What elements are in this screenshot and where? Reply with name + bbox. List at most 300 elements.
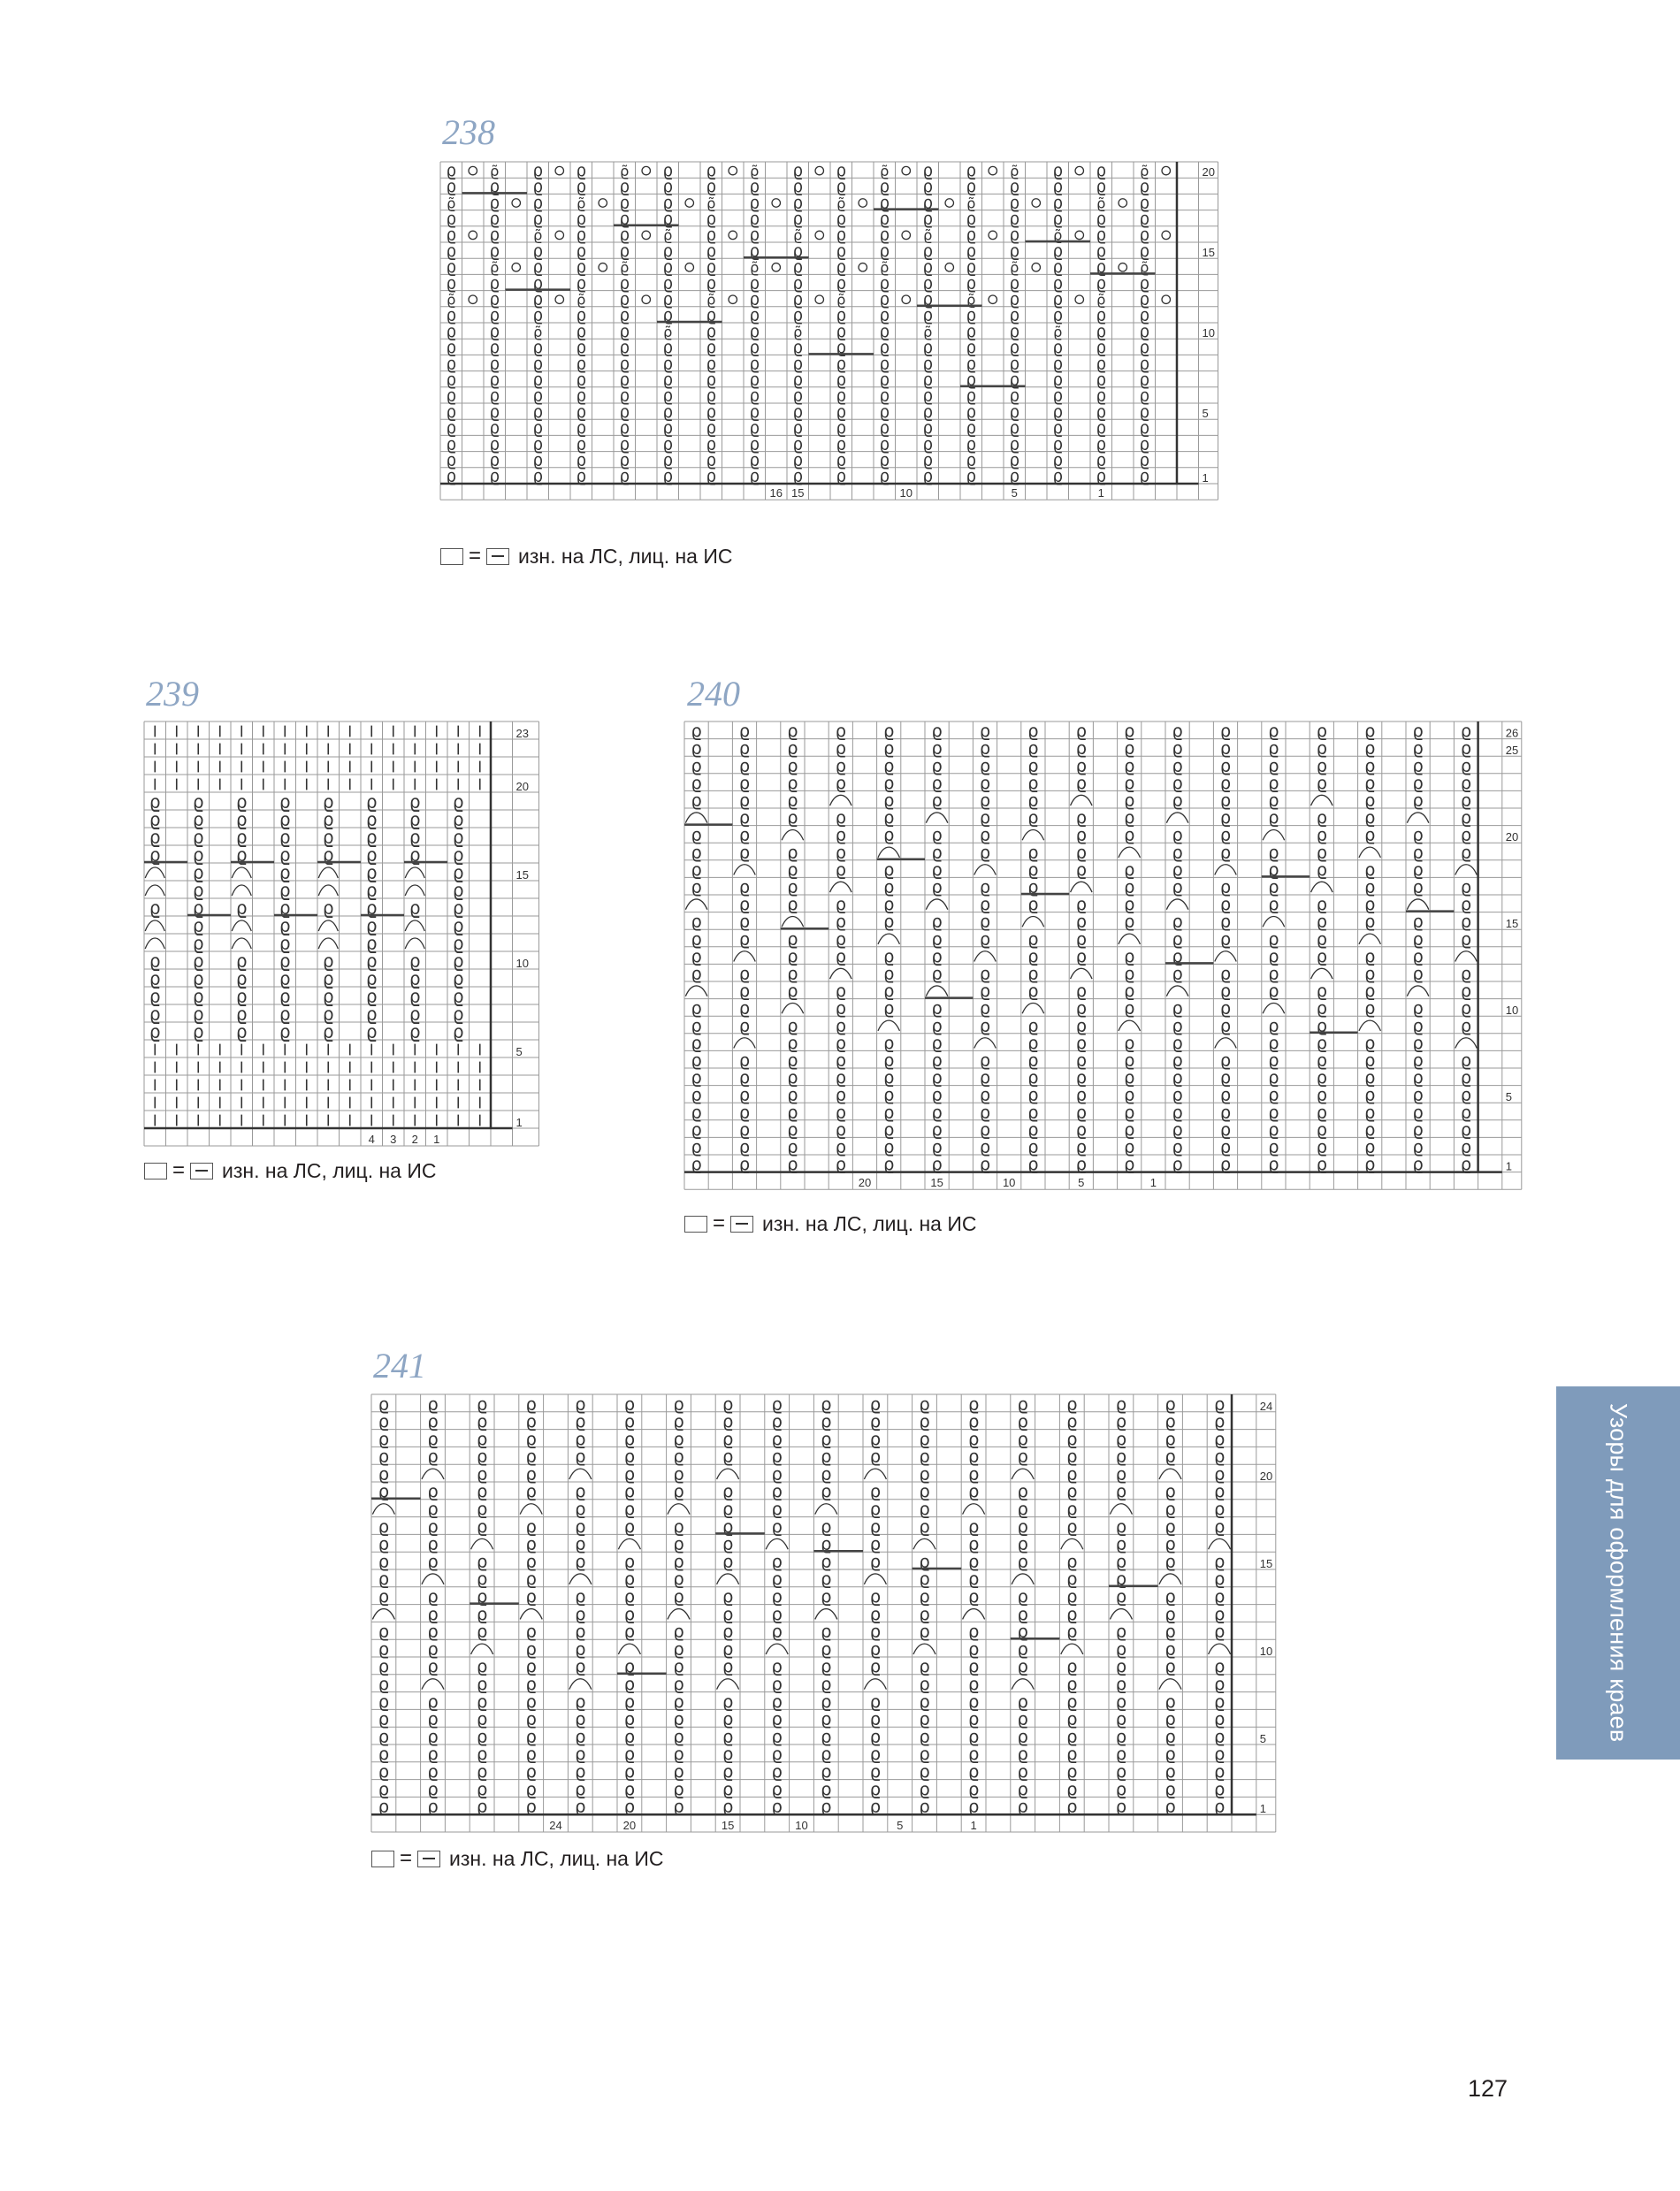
twisted-knit-icon: ϱ [919, 1463, 930, 1485]
twisted-knit-icon: ϱ [1172, 1102, 1183, 1123]
twisted-knit-icon: ϱ [1460, 721, 1472, 742]
legend-text: изн. на ЛС, лиц. на ИС [222, 1158, 437, 1182]
twisted-knit-icon: ϱ [722, 1586, 734, 1607]
twisted-knit-icon: ϱ [476, 1551, 488, 1572]
twisted-knit-icon: ϱ [919, 1515, 930, 1537]
twisted-knit-icon: ϱ [967, 1533, 980, 1554]
row-label: 10 [1202, 326, 1215, 340]
twisted-knit-icon: ϱ [673, 1726, 684, 1747]
twisted-knit-icon: ϱ [966, 355, 977, 374]
twisted-knit-icon: ϱ [691, 790, 702, 811]
twisted-knit-icon: ϱ [931, 876, 943, 897]
twisted-knit-icon: ϱ [619, 435, 630, 454]
twisted-knit-icon: ϱ [1460, 1154, 1472, 1175]
twisted-knit-icon: ϱ [446, 355, 457, 374]
twisted-knit-icon: ϱ [525, 1551, 537, 1572]
twisted-knit-icon: ϱ [1412, 1136, 1424, 1157]
empty-square-icon [684, 1216, 707, 1233]
twisted-knit-icon: ϱ [446, 467, 457, 486]
twisted-knit-icon: ϱ [967, 1726, 980, 1747]
twisted-knit-icon: ϱ [1412, 859, 1424, 880]
equals-sign: = [469, 544, 482, 568]
twisted-knit-icon: ϱ [1017, 1533, 1028, 1554]
twisted-knit-icon: ϱ [525, 1708, 537, 1729]
twisted-knit-icon: ϱ [365, 1003, 378, 1025]
twisted-knit-icon: ϱ [1123, 737, 1135, 759]
twisted-knit-icon: ϱ [966, 274, 977, 294]
twisted-knit-icon: ϱ [691, 928, 702, 950]
twisted-knit-icon: ϱ [532, 370, 544, 390]
twisted-knit-icon: ϱ [1096, 178, 1107, 197]
twisted-knit-icon: ϱ [1052, 241, 1064, 261]
twisted-knit-icon: ϱ [835, 945, 847, 966]
twisted-knit-icon: ϱ [532, 435, 544, 454]
twisted-knit-icon: ϱ [575, 1515, 586, 1537]
twisted-knit-icon: ϱ [365, 826, 378, 848]
twisted-knit-icon: ϱ [1017, 1515, 1028, 1537]
twisted-knit-icon: ϱ [869, 1446, 882, 1467]
twisted-knit-icon: ϱ [662, 370, 674, 390]
twisted-knit-icon: ϱ [966, 435, 977, 454]
twisted-knit-icon: ϱ [662, 467, 674, 486]
twisted-knit-icon: ϱ [322, 826, 334, 848]
twisted-knit-icon: ϱ [1412, 1015, 1424, 1036]
twisted-knit-icon: ϱ [1363, 945, 1376, 966]
twisted-knit-icon: ϱ [821, 1481, 832, 1502]
twisted-knit-icon: ϱ [738, 928, 751, 950]
twisted-knit-icon: ϱ [673, 1481, 684, 1502]
twisted-decrease-icon: ϱ̃ [1053, 226, 1063, 244]
pattern-number-238: 238 [442, 112, 495, 152]
twisted-knit-icon: ϱ [1460, 755, 1472, 776]
twisted-knit-icon: ϱ [879, 241, 890, 261]
twisted-knit-icon: ϱ [192, 985, 204, 1007]
row-label: 10 [1505, 1004, 1519, 1018]
twisted-knit-icon: ϱ [575, 1744, 586, 1765]
twisted-knit-icon: ϱ [1460, 997, 1472, 1019]
twisted-knit-icon: ϱ [919, 1481, 930, 1502]
twisted-knit-icon: ϱ [1316, 859, 1328, 880]
twisted-knit-icon: ϱ [623, 1691, 636, 1712]
legend-text: изн. на ЛС, лиц. на ИС [518, 544, 733, 568]
chart-238 [440, 162, 1218, 533]
twisted-knit-icon: ϱ [1172, 1136, 1183, 1157]
twisted-knit-icon: ϱ [1363, 876, 1376, 897]
twisted-knit-icon: ϱ [771, 1551, 783, 1572]
twisted-knit-icon: ϱ [1268, 1136, 1279, 1157]
twisted-knit-icon: ϱ [1460, 928, 1472, 950]
twisted-knit-icon: ϱ [446, 451, 457, 470]
twisted-knit-icon: ϱ [931, 721, 943, 742]
twisted-knit-icon: ϱ [979, 1102, 991, 1123]
twisted-knit-icon: ϱ [1066, 1796, 1078, 1817]
twisted-knit-icon: ϱ [378, 1638, 390, 1660]
twisted-knit-icon: ϱ [691, 842, 702, 863]
twisted-knit-icon: ϱ [446, 339, 457, 358]
twisted-knit-icon: ϱ [966, 419, 977, 439]
twisted-knit-icon: ϱ [623, 1621, 636, 1642]
twisted-knit-icon: ϱ [1066, 1569, 1078, 1590]
twisted-knit-icon: ϱ [722, 1411, 734, 1432]
twisted-knit-icon: ϱ [662, 386, 674, 406]
twisted-knit-icon: ϱ [1123, 981, 1135, 1002]
twisted-knit-icon: ϱ [749, 402, 760, 422]
twisted-knit-icon: ϱ [1363, 1118, 1376, 1140]
twisted-knit-icon: ϱ [706, 339, 717, 358]
twisted-knit-icon: ϱ [1165, 1796, 1176, 1817]
twisted-knit-icon: ϱ [706, 451, 717, 470]
twisted-knit-icon: ϱ [882, 737, 895, 759]
twisted-knit-icon: ϱ [1096, 467, 1107, 486]
chart-grid [684, 721, 1522, 1189]
twisted-knit-icon: ϱ [1115, 1674, 1127, 1695]
twisted-knit-icon: ϱ [1412, 911, 1424, 932]
twisted-knit-icon: ϱ [738, 1118, 751, 1140]
twisted-knit-icon: ϱ [1027, 928, 1039, 950]
twisted-knit-icon: ϱ [1115, 1446, 1127, 1467]
twisted-knit-icon: ϱ [966, 451, 977, 470]
twisted-knit-icon: ϱ [1052, 290, 1064, 309]
twisted-knit-icon: ϱ [722, 1603, 734, 1624]
twisted-knit-icon: ϱ [1165, 1446, 1176, 1467]
twisted-knit-icon: ϱ [619, 306, 630, 325]
twisted-knit-icon: ϱ [1460, 1102, 1472, 1123]
twisted-knit-icon: ϱ [1316, 928, 1328, 950]
twisted-knit-icon: ϱ [792, 355, 804, 374]
twisted-knit-icon: ϱ [525, 1656, 537, 1677]
twisted-knit-icon: ϱ [821, 1446, 832, 1467]
twisted-knit-icon: ϱ [1139, 194, 1150, 213]
twisted-knit-icon: ϱ [452, 861, 464, 883]
twisted-knit-icon: ϱ [1017, 1726, 1028, 1747]
twisted-knit-icon: ϱ [619, 241, 630, 261]
twisted-knit-icon: ϱ [446, 258, 457, 278]
row-label: 15 [1259, 1557, 1273, 1570]
twisted-knit-icon: ϱ [427, 1411, 439, 1432]
twisted-knit-icon: ϱ [1460, 790, 1472, 811]
twisted-knit-icon: ϱ [619, 402, 630, 422]
twisted-knit-icon: ϱ [1172, 824, 1183, 845]
twisted-knit-icon: ϱ [821, 1726, 832, 1747]
twisted-knit-icon: ϱ [476, 1586, 488, 1607]
twisted-knit-icon: ϱ [192, 967, 204, 989]
twisted-knit-icon: ϱ [922, 451, 934, 470]
twisted-knit-icon: ϱ [836, 451, 847, 470]
twisted-knit-icon: ϱ [835, 772, 847, 793]
twisted-knit-icon: ϱ [749, 225, 760, 245]
twisted-knit-icon: ϱ [279, 1003, 291, 1025]
twisted-knit-icon: ϱ [378, 1761, 390, 1783]
twisted-knit-icon: ϱ [1009, 290, 1020, 309]
twisted-knit-icon: ϱ [1096, 355, 1107, 374]
twisted-knit-icon: ϱ [1219, 1067, 1232, 1088]
twisted-knit-icon: ϱ [966, 402, 977, 422]
twisted-knit-icon: ϱ [1139, 322, 1150, 341]
twisted-knit-icon: ϱ [787, 1102, 798, 1123]
twisted-knit-icon: ϱ [919, 1393, 930, 1415]
twisted-knit-icon: ϱ [525, 1446, 537, 1467]
twisted-knit-icon: ϱ [979, 721, 991, 742]
twisted-knit-icon: ϱ [1066, 1586, 1078, 1607]
twisted-decrease-icon: ϱ̃ [620, 162, 630, 179]
twisted-knit-icon: ϱ [149, 985, 161, 1007]
twisted-knit-icon: ϱ [1123, 824, 1135, 845]
twisted-knit-icon: ϱ [673, 1778, 684, 1799]
twisted-knit-icon: ϱ [409, 844, 421, 866]
twisted-knit-icon: ϱ [722, 1656, 734, 1677]
twisted-knit-icon: ϱ [1412, 824, 1424, 845]
legend-241 [371, 1846, 664, 1871]
twisted-knit-icon: ϱ [1075, 997, 1088, 1019]
twisted-knit-icon: ϱ [489, 386, 500, 406]
twisted-knit-icon: ϱ [1316, 772, 1328, 793]
twisted-knit-icon: ϱ [979, 1067, 991, 1088]
twisted-knit-icon: ϱ [623, 1778, 636, 1799]
twisted-knit-icon: ϱ [1213, 1446, 1226, 1467]
twisted-knit-icon: ϱ [1052, 402, 1064, 422]
twisted-knit-icon: ϱ [1219, 997, 1232, 1019]
twisted-knit-icon: ϱ [882, 824, 895, 845]
twisted-knit-icon: ϱ [1316, 842, 1328, 863]
twisted-knit-icon: ϱ [1139, 339, 1150, 358]
twisted-knit-icon: ϱ [787, 721, 798, 742]
twisted-knit-icon: ϱ [1219, 721, 1232, 742]
twisted-decrease-icon: ϱ̃ [1140, 259, 1149, 277]
twisted-knit-icon: ϱ [835, 1154, 847, 1175]
equals-sign: = [713, 1211, 726, 1235]
twisted-knit-icon: ϱ [738, 1067, 751, 1088]
twisted-knit-icon: ϱ [476, 1411, 488, 1432]
twisted-knit-icon: ϱ [1460, 1118, 1472, 1140]
empty-square-icon [144, 1163, 167, 1179]
twisted-knit-icon: ϱ [1363, 1067, 1376, 1088]
twisted-knit-icon: ϱ [792, 290, 804, 309]
twisted-knit-icon: ϱ [966, 370, 977, 390]
twisted-knit-icon: ϱ [979, 981, 991, 1002]
twisted-knit-icon: ϱ [378, 1515, 390, 1537]
twisted-knit-icon: ϱ [1412, 842, 1424, 863]
twisted-knit-icon: ϱ [427, 1603, 439, 1624]
twisted-knit-icon: ϱ [1066, 1515, 1078, 1537]
twisted-knit-icon: ϱ [1165, 1533, 1176, 1554]
twisted-knit-icon: ϱ [1412, 755, 1424, 776]
twisted-knit-icon: ϱ [446, 435, 457, 454]
twisted-knit-icon: ϱ [452, 879, 464, 901]
twisted-knit-icon: ϱ [879, 274, 890, 294]
purl-square-icon [730, 1216, 753, 1233]
twisted-knit-icon: ϱ [673, 1744, 684, 1765]
twisted-knit-icon: ϱ [1075, 1102, 1088, 1123]
twisted-knit-icon: ϱ [1172, 842, 1183, 863]
twisted-knit-icon: ϱ [1017, 1603, 1028, 1624]
twisted-knit-icon: ϱ [882, 911, 895, 932]
twisted-knit-icon: ϱ [525, 1621, 537, 1642]
twisted-knit-icon: ϱ [532, 451, 544, 470]
twisted-knit-icon: ϱ [787, 876, 798, 897]
twisted-knit-icon: ϱ [1123, 807, 1135, 828]
twisted-knit-icon: ϱ [1017, 1761, 1028, 1783]
twisted-knit-icon: ϱ [691, 859, 702, 880]
twisted-knit-icon: ϱ [1066, 1691, 1078, 1712]
twisted-knit-icon: ϱ [1027, 790, 1039, 811]
twisted-knit-icon: ϱ [979, 842, 991, 863]
twisted-knit-icon: ϱ [691, 1136, 702, 1157]
twisted-knit-icon: ϱ [882, 1136, 895, 1157]
twisted-knit-icon: ϱ [1213, 1428, 1226, 1449]
twisted-knit-icon: ϱ [691, 1084, 702, 1105]
twisted-knit-icon: ϱ [1017, 1499, 1028, 1520]
twisted-knit-icon: ϱ [476, 1393, 488, 1415]
twisted-knit-icon: ϱ [1052, 194, 1064, 213]
twisted-knit-icon: ϱ [1219, 876, 1232, 897]
twisted-knit-icon: ϱ [882, 1102, 895, 1123]
twisted-knit-icon: ϱ [738, 842, 751, 863]
twisted-knit-icon: ϱ [691, 1118, 702, 1140]
twisted-knit-icon: ϱ [1075, 911, 1088, 932]
twisted-knit-icon: ϱ [476, 1446, 488, 1467]
twisted-knit-icon: ϱ [378, 1533, 390, 1554]
twisted-knit-icon: ϱ [979, 1084, 991, 1105]
twisted-knit-icon: ϱ [738, 721, 751, 742]
twisted-knit-icon: ϱ [1213, 1656, 1226, 1677]
twisted-knit-icon: ϱ [722, 1499, 734, 1520]
twisted-knit-icon: ϱ [749, 194, 760, 213]
twisted-knit-icon: ϱ [931, 1050, 943, 1071]
twisted-knit-icon: ϱ [931, 755, 943, 776]
twisted-knit-icon: ϱ [623, 1603, 636, 1624]
twisted-knit-icon: ϱ [1219, 1136, 1232, 1157]
twisted-knit-icon: ϱ [922, 370, 934, 390]
twisted-knit-icon: ϱ [489, 306, 500, 325]
twisted-knit-icon: ϱ [1172, 997, 1183, 1019]
twisted-knit-icon: ϱ [1139, 178, 1150, 197]
twisted-knit-icon: ϱ [835, 1032, 847, 1053]
twisted-knit-icon: ϱ [931, 945, 943, 966]
twisted-knit-icon: ϱ [738, 824, 751, 845]
twisted-knit-icon: ϱ [1027, 876, 1039, 897]
twisted-knit-icon: ϱ [378, 1796, 390, 1817]
twisted-knit-icon: ϱ [576, 161, 587, 180]
twisted-knit-icon: ϱ [192, 1003, 204, 1025]
stitch-chart-241 [371, 1394, 1295, 1836]
twisted-knit-icon: ϱ [922, 419, 934, 439]
twisted-knit-icon: ϱ [619, 355, 630, 374]
twisted-knit-icon: ϱ [706, 161, 717, 180]
twisted-knit-icon: ϱ [1017, 1586, 1028, 1607]
twisted-knit-icon: ϱ [836, 241, 847, 261]
twisted-knit-icon: ϱ [525, 1481, 537, 1502]
twisted-knit-icon: ϱ [738, 981, 751, 1002]
twisted-knit-icon: ϱ [446, 241, 457, 261]
twisted-knit-icon: ϱ [1460, 737, 1472, 759]
twisted-knit-icon: ϱ [1075, 842, 1088, 863]
twisted-knit-icon: ϱ [409, 897, 421, 919]
twisted-knit-icon: ϱ [1075, 1032, 1088, 1053]
twisted-knit-icon: ϱ [149, 950, 161, 972]
twisted-knit-icon: ϱ [427, 1726, 439, 1747]
twisted-knit-icon: ϱ [525, 1638, 537, 1660]
twisted-knit-icon: ϱ [532, 355, 544, 374]
twisted-knit-icon: ϱ [446, 161, 457, 180]
twisted-knit-icon: ϱ [966, 322, 977, 341]
twisted-knit-icon: ϱ [1363, 721, 1376, 742]
twisted-knit-icon: ϱ [192, 808, 204, 830]
twisted-knit-icon: ϱ [1412, 1067, 1424, 1088]
twisted-knit-icon: ϱ [532, 274, 544, 294]
twisted-knit-icon: ϱ [771, 1656, 783, 1677]
twisted-knit-icon: ϱ [576, 355, 587, 374]
twisted-knit-icon: ϱ [1172, 928, 1183, 950]
twisted-knit-icon: ϱ [979, 1118, 991, 1140]
twisted-knit-icon: ϱ [1096, 322, 1107, 341]
twisted-knit-icon: ϱ [738, 876, 751, 897]
twisted-knit-icon: ϱ [662, 355, 674, 374]
twisted-knit-icon: ϱ [1139, 386, 1150, 406]
twisted-knit-icon: ϱ [722, 1691, 734, 1712]
twisted-knit-icon: ϱ [879, 322, 890, 341]
twisted-knit-icon: ϱ [792, 386, 804, 406]
twisted-knit-icon: ϱ [722, 1744, 734, 1765]
twisted-knit-icon: ϱ [738, 911, 751, 932]
twisted-knit-icon: ϱ [821, 1428, 832, 1449]
twisted-knit-icon: ϱ [691, 824, 702, 845]
row-label: 15 [1505, 917, 1519, 931]
twisted-knit-icon: ϱ [619, 194, 630, 213]
twisted-knit-icon: ϱ [1363, 1032, 1376, 1053]
twisted-knit-icon: ϱ [623, 1393, 636, 1415]
twisted-knit-icon: ϱ [476, 1674, 488, 1695]
twisted-knit-icon: ϱ [787, 928, 798, 950]
twisted-knit-icon: ϱ [931, 1118, 943, 1140]
twisted-knit-icon: ϱ [1268, 1032, 1279, 1053]
twisted-knit-icon: ϱ [1027, 772, 1039, 793]
twisted-knit-icon: ϱ [1123, 894, 1135, 915]
twisted-knit-icon: ϱ [931, 790, 943, 811]
twisted-knit-icon: ϱ [1363, 755, 1376, 776]
twisted-knit-icon: ϱ [919, 1656, 930, 1677]
legend-text: изн. на ЛС, лиц. на ИС [449, 1846, 664, 1870]
twisted-knit-icon: ϱ [922, 435, 934, 454]
twisted-knit-icon: ϱ [525, 1411, 537, 1432]
twisted-knit-icon: ϱ [1115, 1638, 1127, 1660]
twisted-knit-icon: ϱ [192, 914, 204, 936]
twisted-knit-icon: ϱ [919, 1778, 930, 1799]
twisted-knit-icon: ϱ [446, 210, 457, 229]
twisted-knit-icon: ϱ [1052, 161, 1064, 180]
twisted-knit-icon: ϱ [673, 1533, 684, 1554]
twisted-knit-icon: ϱ [1412, 1032, 1424, 1053]
twisted-knit-icon: ϱ [919, 1551, 930, 1572]
twisted-knit-icon: ϱ [879, 355, 890, 374]
twisted-knit-icon: ϱ [1027, 1050, 1039, 1071]
twisted-knit-icon: ϱ [576, 386, 587, 406]
twisted-knit-icon: ϱ [1052, 370, 1064, 390]
twisted-knit-icon: ϱ [792, 370, 804, 390]
twisted-knit-icon: ϱ [1052, 435, 1064, 454]
twisted-knit-icon: ϱ [979, 737, 991, 759]
twisted-decrease-icon: ϱ̃ [706, 291, 716, 309]
twisted-knit-icon: ϱ [967, 1551, 980, 1572]
twisted-decrease-icon: ϱ̃ [663, 323, 673, 340]
twisted-knit-icon: ϱ [691, 997, 702, 1019]
stitch-chart-239 [144, 721, 542, 1149]
twisted-knit-icon: ϱ [879, 178, 890, 197]
twisted-knit-icon: ϱ [1172, 755, 1183, 776]
twisted-knit-icon: ϱ [489, 467, 500, 486]
twisted-knit-icon: ϱ [706, 322, 717, 341]
twisted-knit-icon: ϱ [1123, 945, 1135, 966]
twisted-knit-icon: ϱ [1165, 1428, 1176, 1449]
